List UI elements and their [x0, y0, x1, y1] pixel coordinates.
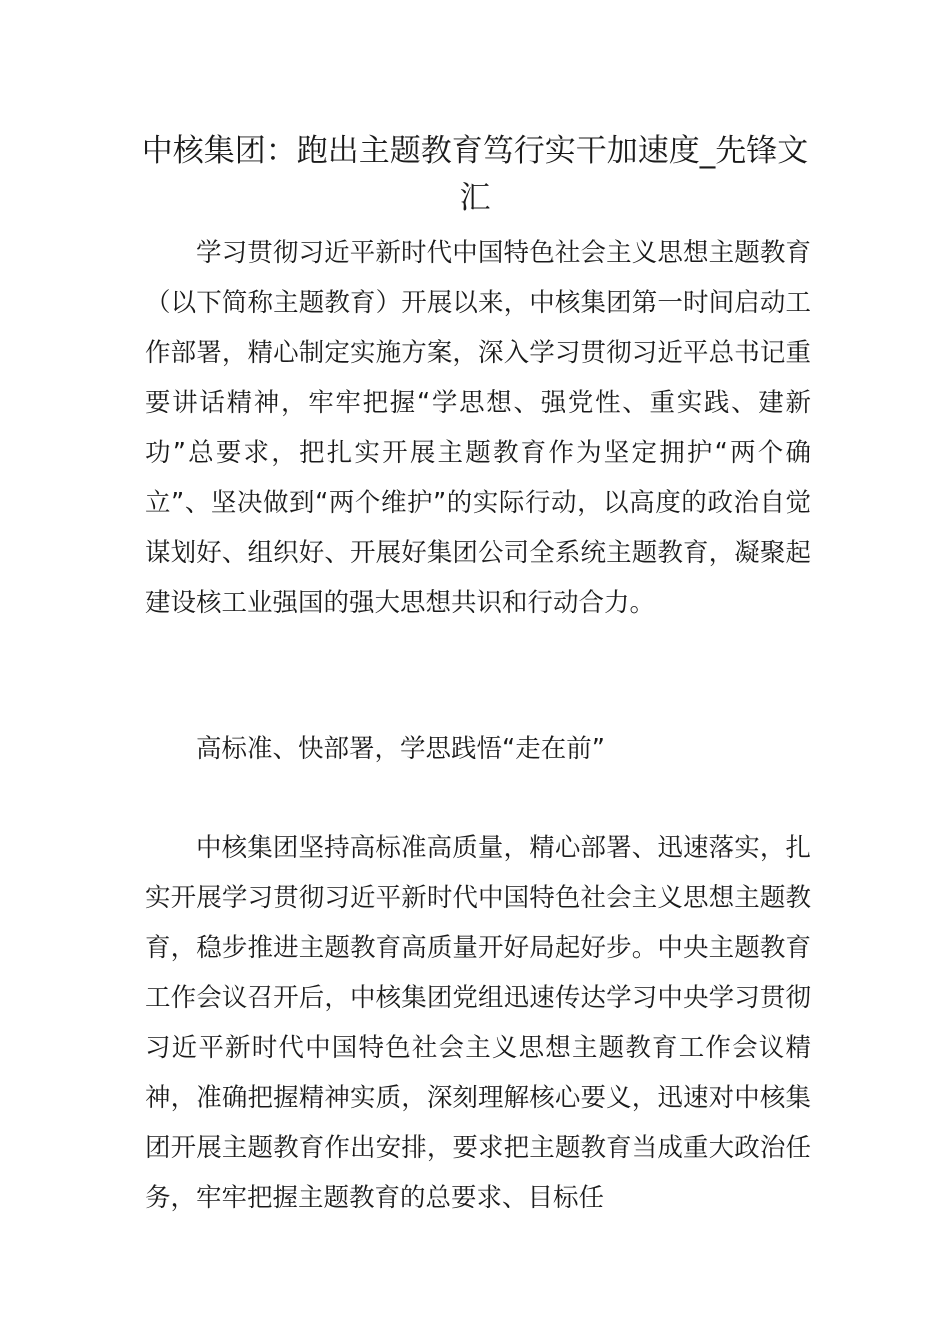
body-paragraph-intro: 学习贯彻习近平新时代中国特色社会主义思想主题教育（以下简称主题教育）开展以来，中核集团第一时间启动工作部署，精心制定实施方案，深入学习贯彻习近平总书记重要讲话精神，牢牢把握“学思想、强党性、重实践、建新功”总要求，把扎实开展主题教育作为坚定拥护“两个确立”、坚决做到“两个维护”的实际行动，以高度的政治自觉谋划好、组织好、开展好集团公司全系统主题教育，凝聚起建设核工业强国的强大思想共识和行动合力。 [145, 238, 811, 618]
document-title: 中核集团：跑出主题教育笃行实干加速度_先锋文汇 [141, 133, 809, 216]
section-heading: 高标准、快部署，学思践悟“走在前” [196, 734, 605, 764]
body-paragraph-section: 中核集团坚持高标准高质量，精心部署、迅速落实，扎实开展学习贯彻习近平新时代中国特色社会主义思想主题教育，稳步推进主题教育高质量开好局起好步。中央主题教育工作会议召开后，中核集团党组迅速传达学习中央学习贯彻习近平新时代中国特色社会主义思想主题教育工作会议精神，准确把握精神实质，深刻理解核心要义，迅速对中核集团开展主题教育作出安排，要求把主题教育当成重大政治任务，牢牢把握主题教育的总要求、目标任 [145, 833, 811, 1213]
